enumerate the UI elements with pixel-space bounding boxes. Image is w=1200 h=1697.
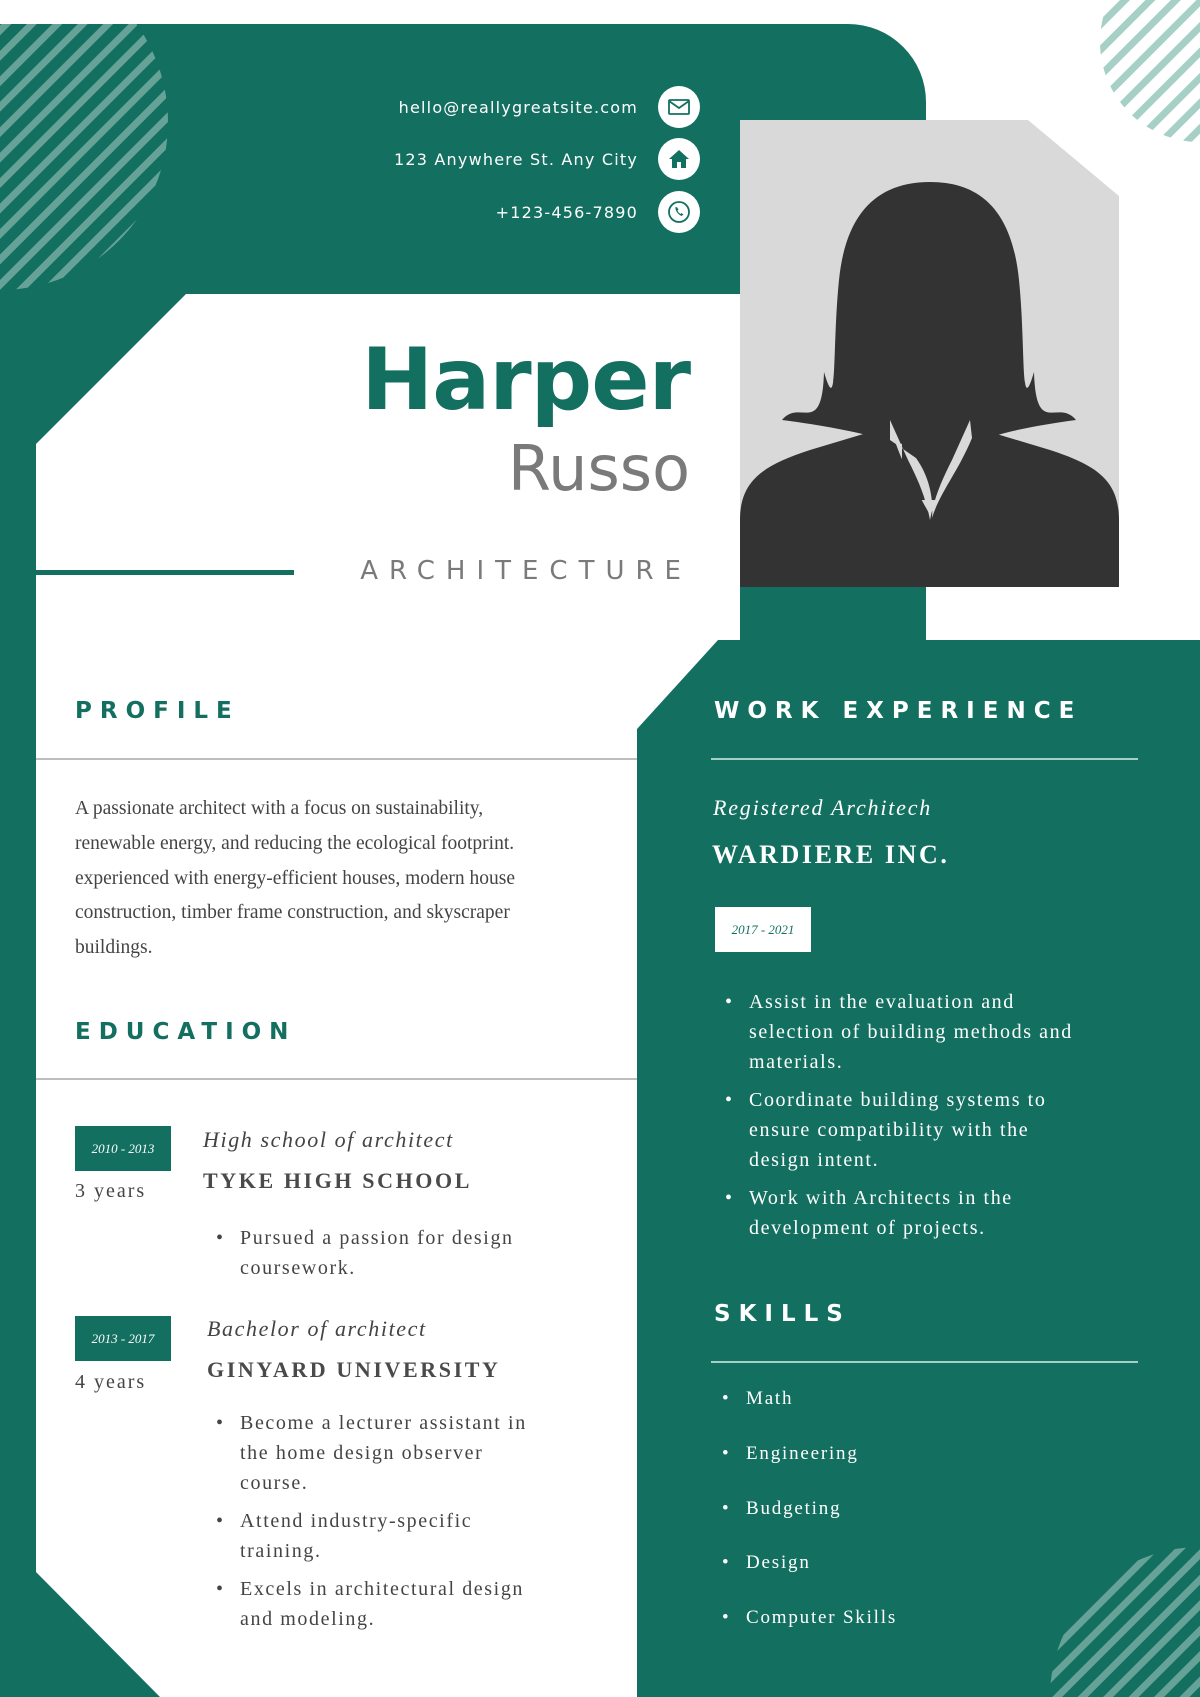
phone-text[interactable]: +123-456-7890 bbox=[495, 202, 638, 222]
skills-heading: SKILLS bbox=[714, 1301, 851, 1327]
list-item: • Excels in architectural design and modeling. bbox=[212, 1574, 612, 1634]
skill-item: • Math bbox=[718, 1388, 897, 1443]
address-text: 123 Anywhere St. Any City bbox=[393, 149, 638, 169]
list-item: • Work with Architects in the development of projects. bbox=[721, 1183, 1161, 1243]
phone-icon bbox=[658, 191, 700, 233]
work-company: WARDIERE INC. bbox=[712, 840, 950, 869]
skill-item: • Design bbox=[718, 1552, 897, 1607]
profile-line: construction, timber frame construction, and skyscraper bbox=[75, 902, 510, 924]
skill-item: • Engineering bbox=[718, 1443, 897, 1498]
list-item: • Become a lecturer assistant in the home design observer course. bbox=[212, 1408, 612, 1498]
profile-text bbox=[75, 792, 595, 966]
work-bullets bbox=[721, 987, 1161, 1251]
last-name: Russo bbox=[507, 432, 690, 505]
education-dates-badge: 2013 - 2017 bbox=[75, 1316, 171, 1361]
title-divider bbox=[36, 570, 294, 575]
profile-divider bbox=[36, 758, 637, 760]
list-item: • Coordinate building systems to ensure compatibility with the design intent. bbox=[721, 1085, 1161, 1175]
work-role: Registered Architech bbox=[713, 795, 933, 820]
education-duration: 3 years bbox=[75, 1180, 147, 1202]
education-degree: High school of architect bbox=[203, 1127, 454, 1152]
list-item: • Pursued a passion for design coursework. bbox=[212, 1223, 612, 1283]
education-duration: 4 years bbox=[75, 1371, 147, 1393]
work-experience-divider bbox=[711, 758, 1138, 760]
contact-phone-row bbox=[496, 191, 638, 233]
education-divider bbox=[36, 1078, 637, 1080]
skills-list bbox=[718, 1388, 897, 1662]
skill-item: • Budgeting bbox=[718, 1498, 897, 1553]
education-bullets bbox=[212, 1408, 612, 1642]
education-dates-badge: 2010 - 2013 bbox=[75, 1126, 171, 1171]
work-experience-heading: WORK EXPERIENCE bbox=[714, 698, 1083, 724]
email-icon bbox=[658, 86, 700, 128]
profession-title: ARCHITECTURE bbox=[360, 556, 692, 586]
profile-line: A passionate architect with a focus on sustainability, bbox=[75, 798, 484, 819]
profile-line: renewable energy, and reducing the ecological footprint. bbox=[75, 832, 515, 854]
first-name: Harper bbox=[361, 330, 690, 430]
contact-email-row bbox=[399, 86, 638, 128]
education-degree: Bachelor of architect bbox=[207, 1316, 427, 1341]
list-item: • Assist in the evaluation and selection of building methods and materials. bbox=[721, 987, 1161, 1077]
profile-line: experienced with energy-efficient houses, modern house bbox=[75, 867, 516, 889]
education-heading: EDUCATION bbox=[75, 1019, 297, 1045]
contact-address-row bbox=[394, 138, 638, 180]
profile-heading: PROFILE bbox=[75, 698, 240, 724]
profile-photo bbox=[740, 120, 1119, 587]
education-bullets bbox=[212, 1223, 612, 1291]
home-icon bbox=[658, 138, 700, 180]
education-school: GINYARD UNIVERSITY bbox=[207, 1357, 501, 1382]
skills-divider bbox=[711, 1361, 1138, 1363]
profile-line: buildings. bbox=[75, 937, 153, 959]
education-school: TYKE HIGH SCHOOL bbox=[203, 1168, 472, 1193]
email-text[interactable]: hello@reallygreatsite.com bbox=[398, 97, 638, 117]
skill-item: • Computer Skills bbox=[718, 1607, 897, 1662]
work-dates-badge: 2017 - 2021 bbox=[715, 907, 811, 952]
list-item: • Attend industry-specific training. bbox=[212, 1506, 612, 1566]
